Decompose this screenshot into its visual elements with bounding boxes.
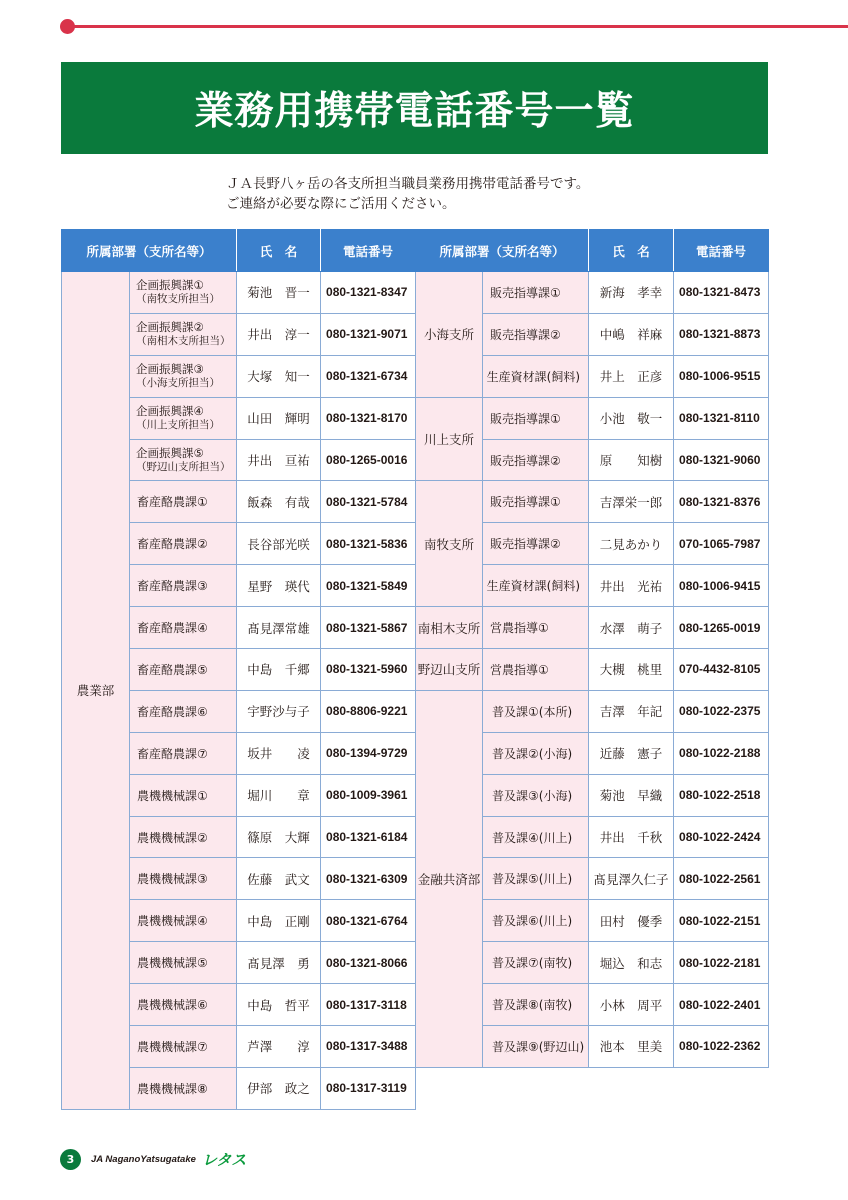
intro-line-1: ＪＡ長野八ヶ岳の各支所担当職員業務用携帯電話番号です。 <box>226 176 590 192</box>
table-header-row <box>62 230 416 272</box>
section-cell <box>130 397 237 439</box>
phone-cell: 070-1065-7987 <box>674 523 769 565</box>
phone-cell: 080-1317-3488 <box>321 1026 416 1068</box>
phone-cell: 080-1321-8873 <box>674 313 769 355</box>
phone-cell: 080-1321-5960 <box>321 649 416 691</box>
section-cell: 販売指導課① <box>483 481 589 523</box>
section-cell <box>130 355 237 397</box>
section-cell: 普及課③(小海) <box>483 774 589 816</box>
phone-cell: 080-1321-6184 <box>321 816 416 858</box>
name-cell: 原 知樹 <box>589 439 674 481</box>
section-cell <box>130 272 237 314</box>
section-sublabel: （南牧支所担当） <box>136 293 220 306</box>
phone-table-right <box>415 229 769 1068</box>
phone-cell: 070-4432-8105 <box>674 649 769 691</box>
phone-cell: 080-1321-6309 <box>321 858 416 900</box>
section-cell: 販売指導課① <box>483 397 589 439</box>
section-cell: 農機機械課⑦ <box>130 1026 237 1068</box>
table-row <box>416 690 769 732</box>
table-header-row <box>416 230 769 272</box>
name-cell: 小林 周平 <box>589 984 674 1026</box>
name-cell: 井出 千秋 <box>589 816 674 858</box>
title-band <box>61 62 768 154</box>
left-table-body <box>62 272 416 1110</box>
phone-cell: 080-1265-0016 <box>321 439 416 481</box>
phone-cell: 080-1321-8376 <box>674 481 769 523</box>
name-cell: 中島 千郷 <box>237 649 321 691</box>
name-cell: 井出 亘祐 <box>237 439 321 481</box>
section-cell: 普及課①(本所) <box>483 690 589 732</box>
name-cell: 飯森 有哉 <box>237 481 321 523</box>
dept-group-cell: 南相木支所 <box>416 607 483 649</box>
section-cell: 畜産酪農課② <box>130 523 237 565</box>
section-cell: 農機機械課⑧ <box>130 1067 237 1109</box>
section-label: 企画振興課① <box>136 278 204 293</box>
name-cell: 髙見澤 勇 <box>237 942 321 984</box>
phone-cell: 080-8806-9221 <box>321 690 416 732</box>
name-cell: 菊池 早織 <box>589 774 674 816</box>
section-cell: 普及課⑨(野辺山) <box>483 1026 589 1068</box>
name-cell: 中島 正剛 <box>237 900 321 942</box>
section-cell: 畜産酪農課⑦ <box>130 732 237 774</box>
name-cell: 新海 孝幸 <box>589 272 674 314</box>
section-cell: 普及課⑧(南牧) <box>483 984 589 1026</box>
section-sublabel: （野辺山支所担当） <box>136 461 231 473</box>
section-cell: 農機機械課④ <box>130 900 237 942</box>
section-label: 企画振興課③ <box>136 362 204 377</box>
name-cell: 水澤 萌子 <box>589 607 674 649</box>
table-row <box>416 481 769 523</box>
phone-cell: 080-1321-9060 <box>674 439 769 481</box>
footer-org: JA NaganoYatsugatake <box>91 1153 196 1165</box>
section-cell: 営農指導① <box>483 649 589 691</box>
section-cell: 農機機械課⑥ <box>130 984 237 1026</box>
name-cell: 井出 光祐 <box>589 565 674 607</box>
section-cell: 普及課④(川上) <box>483 816 589 858</box>
section-cell: 生産資材課(飼料) <box>483 355 589 397</box>
phone-cell: 080-1022-2518 <box>674 774 769 816</box>
phone-cell: 080-1006-9415 <box>674 565 769 607</box>
phone-cell: 080-1022-2561 <box>674 858 769 900</box>
section-cell: 販売指導課② <box>483 313 589 355</box>
section-cell: 普及課②(小海) <box>483 732 589 774</box>
dept-group-cell: 農業部 <box>62 272 130 1110</box>
name-cell: 田村 優季 <box>589 900 674 942</box>
name-cell: 山田 輝明 <box>237 397 321 439</box>
name-cell: 井上 正彦 <box>589 355 674 397</box>
name-cell: 吉澤 年記 <box>589 690 674 732</box>
header-name: 氏 名 <box>589 230 674 272</box>
phone-cell: 080-1022-2188 <box>674 732 769 774</box>
section-cell: 農機機械課③ <box>130 858 237 900</box>
name-cell: 髙見澤常雄 <box>237 607 321 649</box>
name-cell: 大槻 桃里 <box>589 649 674 691</box>
page-number: 3 <box>60 1149 81 1170</box>
name-cell: 池本 里美 <box>589 1026 674 1068</box>
name-cell: 大塚 知一 <box>237 355 321 397</box>
phone-cell: 080-1009-3961 <box>321 774 416 816</box>
phone-cell: 080-1321-8170 <box>321 397 416 439</box>
phone-cell: 080-1321-8473 <box>674 272 769 314</box>
phone-cell: 080-1394-9729 <box>321 732 416 774</box>
footer <box>60 1148 246 1170</box>
phone-cell: 080-1022-2181 <box>674 942 769 984</box>
name-cell: 近藤 憲子 <box>589 732 674 774</box>
section-cell: 販売指導課① <box>483 272 589 314</box>
section-cell: 農機機械課⑤ <box>130 942 237 984</box>
section-sublabel: （川上支所担当） <box>136 419 220 432</box>
section-cell: 畜産酪農課① <box>130 481 237 523</box>
phone-cell: 080-1321-5784 <box>321 481 416 523</box>
phone-table-left <box>61 229 416 1110</box>
header-phone: 電話番号 <box>674 230 769 272</box>
header-dept: 所属部署（支所名等） <box>416 230 589 272</box>
name-cell: 篠原 大輝 <box>237 816 321 858</box>
name-cell: 伊部 政之 <box>237 1067 321 1109</box>
phone-cell: 080-1022-2424 <box>674 816 769 858</box>
name-cell: 宇野沙与子 <box>237 690 321 732</box>
name-cell: 長谷部光咲 <box>237 523 321 565</box>
section-label: 企画振興課② <box>136 320 204 335</box>
footer-magazine-logo: レタス <box>201 1150 247 1169</box>
name-cell: 中嶋 祥麻 <box>589 313 674 355</box>
table-row <box>416 649 769 691</box>
name-cell: 中島 哲平 <box>237 984 321 1026</box>
phone-cell: 080-1317-3118 <box>321 984 416 1026</box>
name-cell: 坂井 凌 <box>237 732 321 774</box>
name-cell: 星野 瑛代 <box>237 565 321 607</box>
section-cell: 畜産酪農課④ <box>130 607 237 649</box>
name-cell: 二見あかり <box>589 523 674 565</box>
phone-cell: 080-1321-5836 <box>321 523 416 565</box>
dept-group-cell: 野辺山支所 <box>416 649 483 691</box>
top-rule <box>62 25 848 28</box>
phone-cell: 080-1265-0019 <box>674 607 769 649</box>
page-title: 業務用携帯電話番号一覧 <box>194 89 635 134</box>
header-dept: 所属部署（支所名等） <box>62 230 237 272</box>
section-cell: 普及課⑤(川上) <box>483 858 589 900</box>
name-cell: 菊池 晋一 <box>237 272 321 314</box>
phone-cell: 080-1321-5849 <box>321 565 416 607</box>
table-row <box>416 607 769 649</box>
phone-cell: 080-1006-9515 <box>674 355 769 397</box>
section-cell: 生産資材課(飼料) <box>483 565 589 607</box>
section-cell: 営農指導① <box>483 607 589 649</box>
phone-cell: 080-1022-2375 <box>674 690 769 732</box>
phone-cell: 080-1022-2151 <box>674 900 769 942</box>
section-cell: 畜産酪農課③ <box>130 565 237 607</box>
phone-cell: 080-1321-8066 <box>321 942 416 984</box>
phone-cell: 080-1022-2401 <box>674 984 769 1026</box>
phone-cell: 080-1321-9071 <box>321 313 416 355</box>
header-phone: 電話番号 <box>321 230 416 272</box>
section-cell <box>130 439 237 481</box>
intro-line-2: ご連絡が必要な際にご活用ください。 <box>226 196 456 212</box>
phone-cell: 080-1321-6734 <box>321 355 416 397</box>
table-row <box>416 272 769 314</box>
table-row <box>416 397 769 439</box>
section-cell: 農機機械課② <box>130 816 237 858</box>
section-cell: 普及課⑦(南牧) <box>483 942 589 984</box>
dept-group-cell: 南牧支所 <box>416 481 483 607</box>
phone-cell: 080-1321-5867 <box>321 607 416 649</box>
name-cell: 小池 敬一 <box>589 397 674 439</box>
phone-cell: 080-1022-2362 <box>674 1026 769 1068</box>
name-cell: 吉澤栄一郎 <box>589 481 674 523</box>
intro-text <box>226 174 589 214</box>
section-cell: 販売指導課② <box>483 439 589 481</box>
dept-group-cell: 小海支所 <box>416 272 483 398</box>
right-table-body <box>416 272 769 1068</box>
section-label: 企画振興課④ <box>136 404 204 419</box>
section-label: 企画振興課⑤ <box>136 446 204 460</box>
name-cell: 芦澤 淳 <box>237 1026 321 1068</box>
section-cell: 畜産酪農課⑤ <box>130 649 237 691</box>
phone-cell: 080-1321-6764 <box>321 900 416 942</box>
name-cell: 堀川 章 <box>237 774 321 816</box>
table-row <box>62 272 416 314</box>
section-cell: 普及課⑥(川上) <box>483 900 589 942</box>
name-cell: 堀込 和志 <box>589 942 674 984</box>
name-cell: 井出 淳一 <box>237 313 321 355</box>
section-cell: 畜産酪農課⑥ <box>130 690 237 732</box>
phone-cell: 080-1321-8110 <box>674 397 769 439</box>
top-dot <box>60 19 75 34</box>
section-cell <box>130 313 237 355</box>
phone-cell: 080-1321-8347 <box>321 272 416 314</box>
dept-group-cell: 金融共済部 <box>416 690 483 1067</box>
name-cell: 佐藤 武文 <box>237 858 321 900</box>
section-sublabel: （南相木支所担当） <box>136 335 231 348</box>
phone-cell: 080-1317-3119 <box>321 1067 416 1109</box>
name-cell: 髙見澤久仁子 <box>589 858 674 900</box>
section-sublabel: （小海支所担当） <box>136 377 220 390</box>
section-cell: 農機機械課① <box>130 774 237 816</box>
header-name: 氏 名 <box>237 230 321 272</box>
dept-group-cell: 川上支所 <box>416 397 483 481</box>
section-cell: 販売指導課② <box>483 523 589 565</box>
